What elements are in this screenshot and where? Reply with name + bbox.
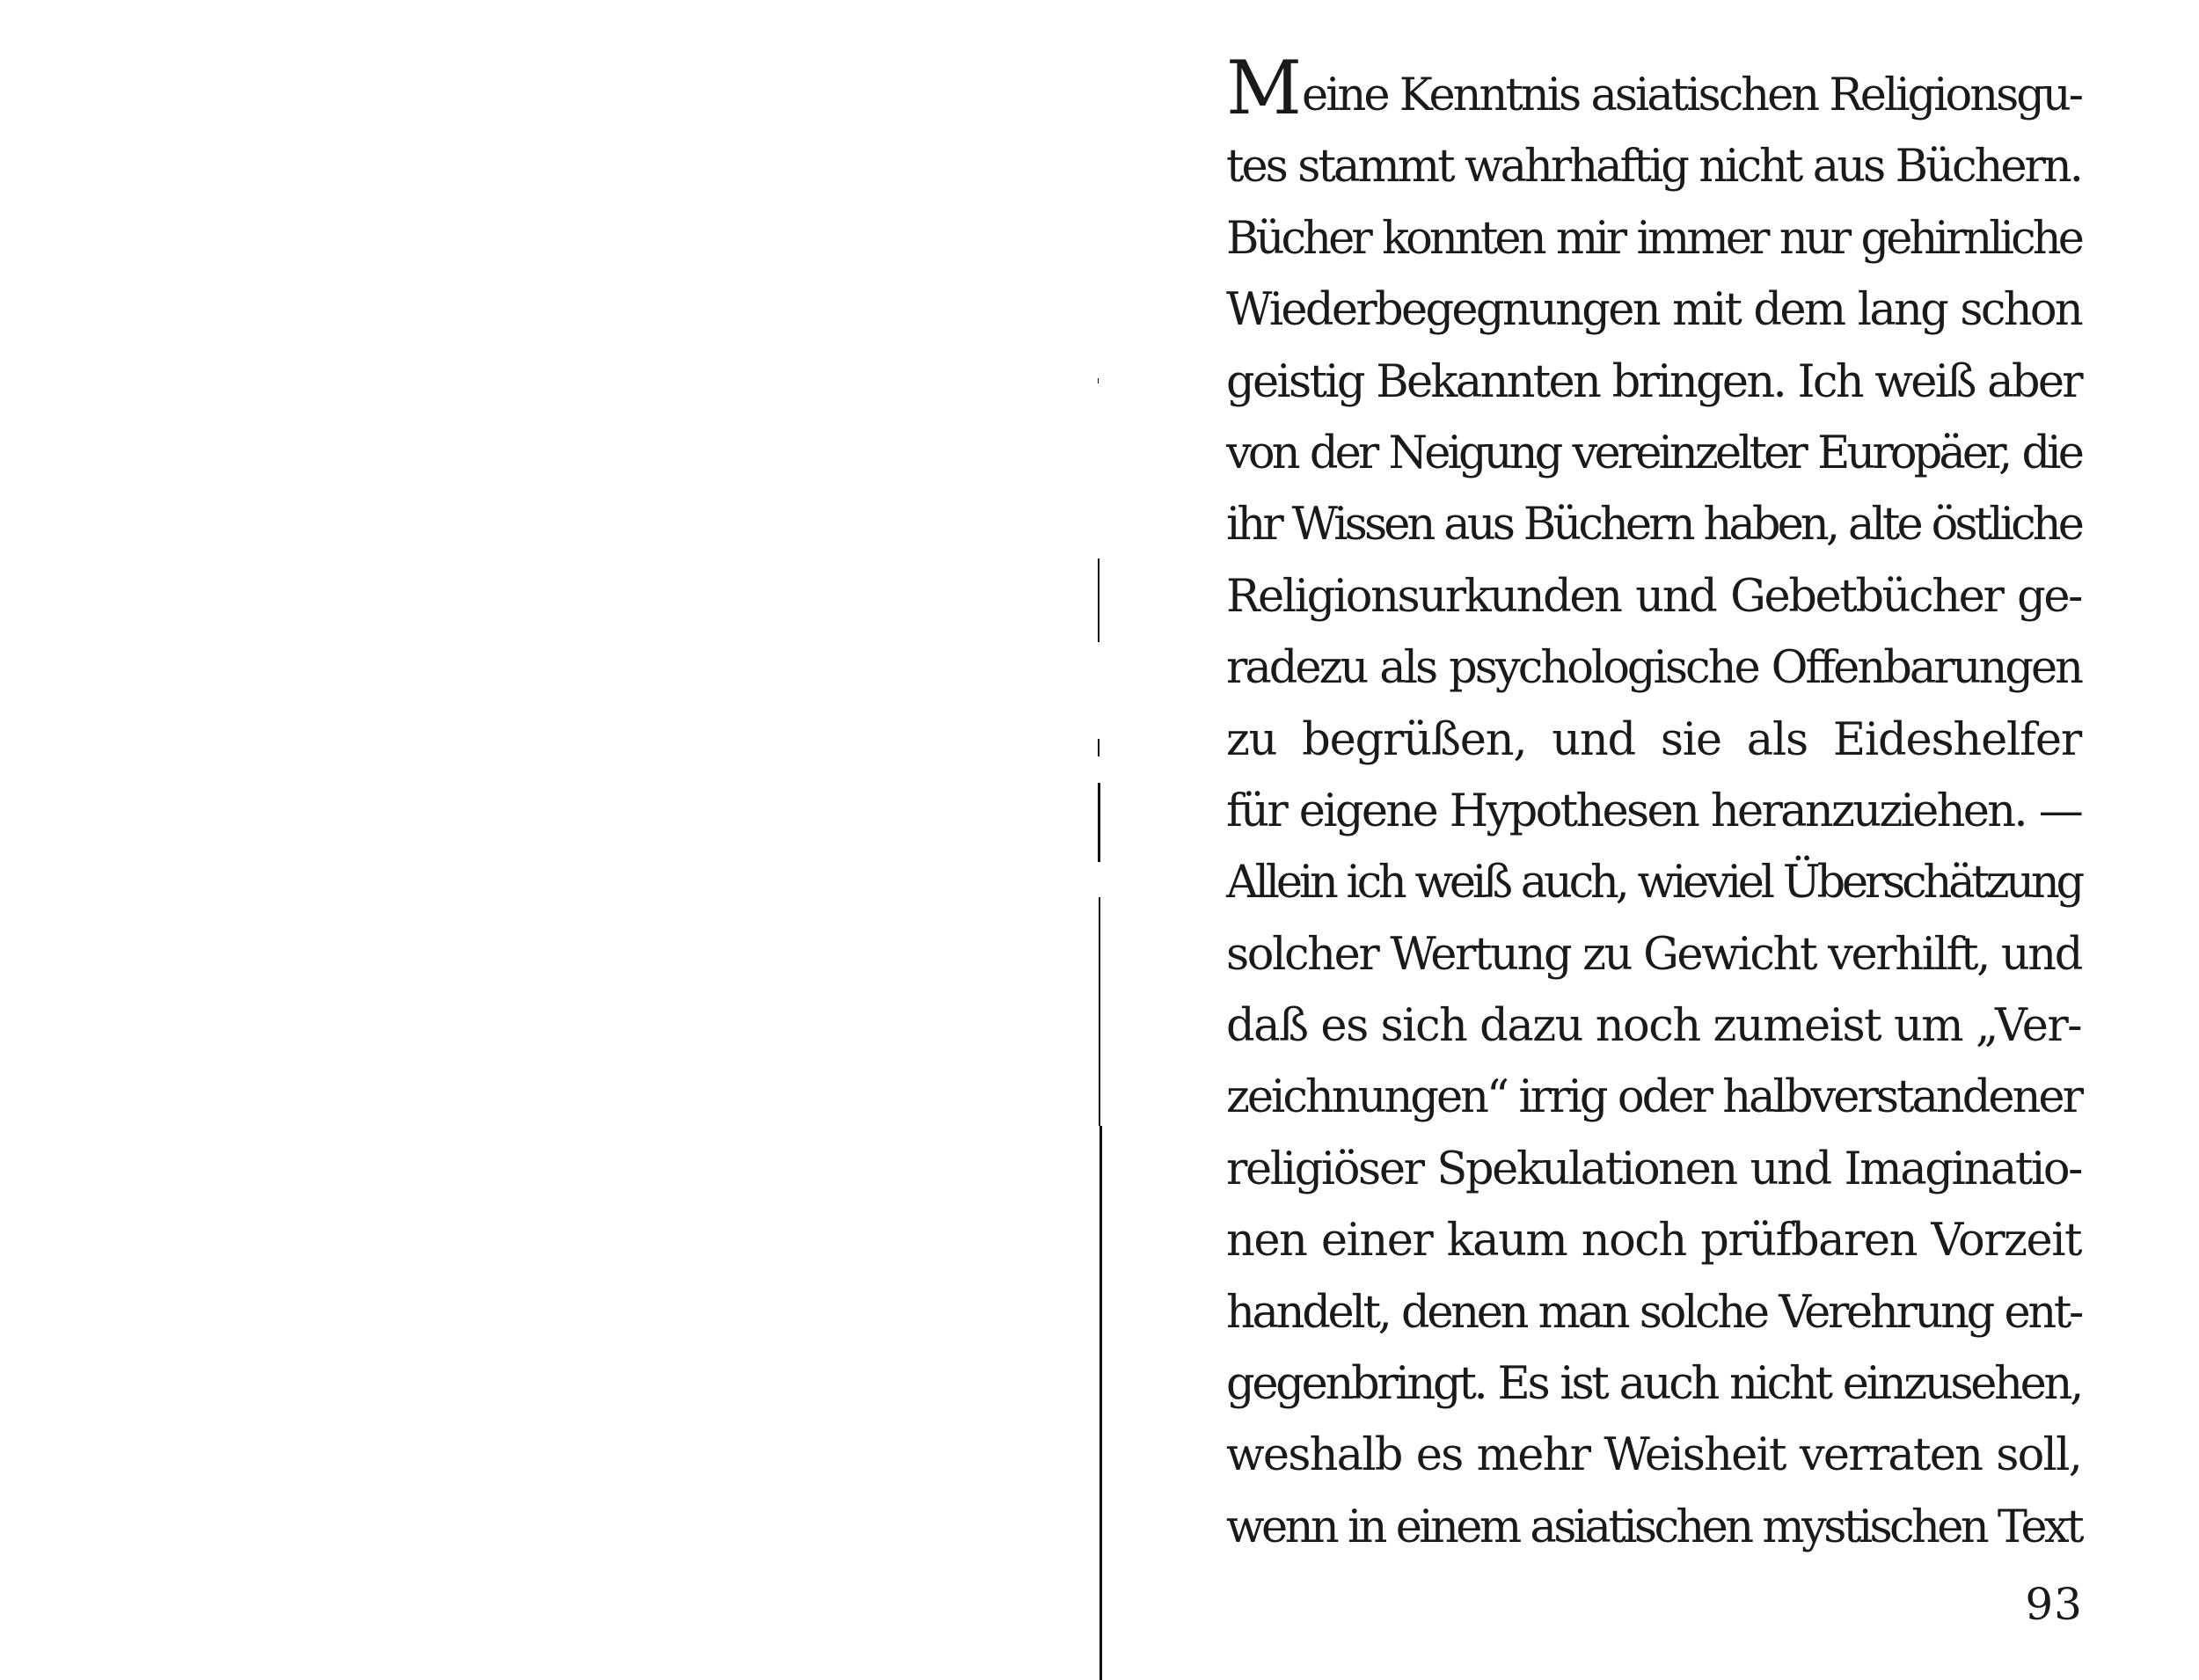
text-line: ihr Wissen aus Büchern haben, alte östliche: [1226, 499, 2081, 551]
text-line: zu begrüßen, und sie als Eideshelfer: [1226, 713, 2081, 766]
text-line: für eigene Hypothesen heranzuziehen. —: [1226, 785, 2081, 837]
text-line: tes stammt wahrhaftig nicht aus Büchern.: [1226, 141, 2081, 194]
text-line: Allein ich weiß auch, wieviel Überschätzung: [1226, 857, 2081, 909]
gutter-line-top: [1098, 378, 1099, 383]
drop-cap: M: [1226, 45, 1303, 131]
right-page: [1108, 0, 2199, 1680]
text-line: religiöser Spekulationen und Imaginatio-: [1226, 1143, 2081, 1195]
gutter-line-upper: [1098, 559, 1100, 642]
text-line: von der Neigung vereinzelter Europäer, die: [1226, 427, 2081, 479]
text-line: Wiederbegegnungen mit dem lang schon: [1226, 284, 2081, 337]
text-line-first: [1226, 45, 2081, 131]
text-line: weshalb es mehr Weisheit verraten soll,: [1226, 1429, 2081, 1482]
text-line: solcher Wertung zu Gewicht verhilft, und: [1226, 928, 2081, 981]
text-line: nen einer kaum noch prüfbaren Vorzeit: [1226, 1215, 2081, 1267]
gutter-line-mid2: [1098, 783, 1100, 862]
text-line: wenn in einem asiatischen mystischen Text: [1226, 1501, 2081, 1553]
first-line-rest: eine Kenntnis asiatischen Religionsgu-: [1302, 69, 2081, 121]
book-gutter: [1094, 0, 1103, 1680]
text-line: daß es sich dazu noch zumeist um „Ver-: [1226, 1000, 2081, 1053]
text-line: handelt, denen man solche Verehrung ent-: [1226, 1286, 2081, 1339]
text-line: zeichnungen“ irrig oder halbverstandener: [1226, 1071, 2081, 1124]
text-line: gegenbringt. Es ist auch nicht einzusehen,: [1226, 1358, 2081, 1411]
gutter-line-mid: [1098, 739, 1100, 756]
gutter-line-bottom: [1100, 1126, 1102, 1680]
page-number: 93: [2025, 1579, 2083, 1630]
body-text: [1226, 45, 2081, 1563]
text-line: radezu als psychologische Offenbarungen: [1226, 642, 2081, 695]
gutter-line-lower: [1099, 897, 1100, 1126]
text-line: Religionsurkunden und Gebetbücher ge-: [1226, 570, 2081, 623]
text-line: Bücher konnten mir immer nur gehirnliche: [1226, 212, 2081, 265]
text-line: geistig Bekannten bringen. Ich weiß aber: [1226, 355, 2081, 408]
